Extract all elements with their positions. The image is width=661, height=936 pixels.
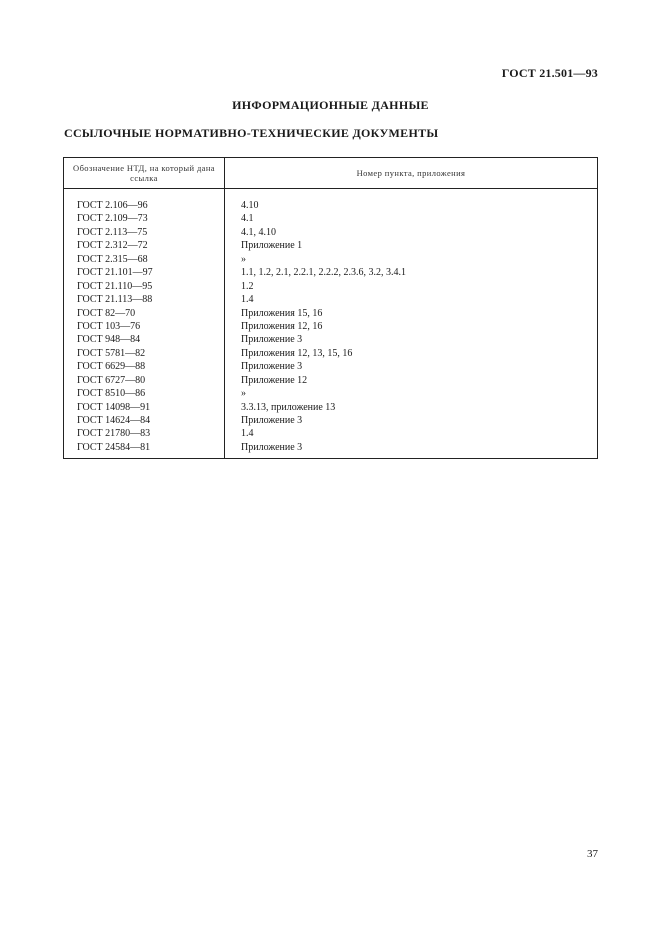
header-divider <box>64 188 597 189</box>
document-designation: ГОСТ 2.109—73 <box>77 213 148 225</box>
document-designation: ГОСТ 2.106—96 <box>77 200 148 211</box>
clause-reference: 4.10 <box>241 200 259 211</box>
clause-reference: Приложение 3 <box>241 441 303 453</box>
document-designation: ГОСТ 21780—83 <box>77 428 151 440</box>
clause-reference: Приложение 3 <box>241 334 303 346</box>
document-designation: ГОСТ 14098—91 <box>77 401 151 413</box>
clause-reference: » <box>241 388 246 400</box>
table-row <box>64 401 597 414</box>
table-row <box>64 307 597 320</box>
column-header-document: Обозначение НТД, на который дана ссылка <box>73 163 215 183</box>
table-row <box>64 212 597 225</box>
document-designation: ГОСТ 82—70 <box>77 307 136 319</box>
table-row <box>64 333 597 346</box>
clause-reference: Приложение 1 <box>241 240 303 252</box>
document-designation: ГОСТ 6629—88 <box>77 361 146 373</box>
page-number: 37 <box>587 848 598 860</box>
clause-reference: Приложения 12, 16 <box>241 320 323 332</box>
table-row <box>64 414 597 427</box>
clause-reference: 4.1 <box>241 213 254 225</box>
document-designation: ГОСТ 6727—80 <box>77 374 146 386</box>
document-designation: ГОСТ 24584—81 <box>77 441 151 453</box>
table-row <box>64 427 597 440</box>
table-row <box>64 239 597 252</box>
clause-reference: Приложение 3 <box>241 361 303 373</box>
references-table <box>63 157 598 459</box>
clause-reference: » <box>241 253 246 265</box>
table-row <box>64 347 597 360</box>
table-row <box>64 293 597 306</box>
table-row <box>64 320 597 333</box>
clause-reference: Приложение 12 <box>241 374 308 386</box>
table-body <box>64 199 597 454</box>
document-designation: ГОСТ 21.113—88 <box>77 294 153 306</box>
table-row <box>64 253 597 266</box>
document-designation: ГОСТ 2.113—75 <box>77 226 148 238</box>
document-designation: ГОСТ 5781—82 <box>77 347 146 359</box>
section-title: ИНФОРМАЦИОННЫЕ ДАННЫЕ <box>232 98 429 112</box>
clause-reference: 3.3.13, приложение 13 <box>241 401 336 413</box>
table-row <box>64 360 597 373</box>
table-row <box>64 387 597 400</box>
table-row <box>64 280 597 293</box>
table-row <box>64 374 597 387</box>
clause-reference: 4.1, 4.10 <box>241 226 276 238</box>
subsection-title: ССЫЛОЧНЫЕ НОРМАТИВНО-ТЕХНИЧЕСКИЕ ДОКУМЕНТЫ <box>64 126 439 140</box>
clause-reference: Приложения 15, 16 <box>241 307 323 319</box>
clause-reference: 1.2 <box>241 280 254 292</box>
document-designation: ГОСТ 948—84 <box>77 334 141 346</box>
clause-reference: Приложение 3 <box>241 415 303 426</box>
document-designation: ГОСТ 21.110—95 <box>77 280 153 292</box>
document-code: ГОСТ 21.501—93 <box>501 66 598 80</box>
document-designation: ГОСТ 14624—84 <box>77 415 151 426</box>
document-designation: ГОСТ 2.312—72 <box>77 240 148 252</box>
clause-reference: 1.4 <box>241 294 254 306</box>
column-header-clause: Номер пункта, приложения <box>356 168 466 178</box>
clause-reference: 1.1, 1.2, 2.1, 2.2.1, 2.2.2, 2.3.6, 3.2, 3.4.1 <box>241 267 406 279</box>
table-row <box>64 199 597 212</box>
document-designation: ГОСТ 2.315—68 <box>77 253 148 265</box>
document-designation: ГОСТ 21.101—97 <box>77 267 153 279</box>
table-row <box>64 441 597 454</box>
document-designation: ГОСТ 8510—86 <box>77 388 146 400</box>
table-row <box>64 226 597 239</box>
clause-reference: Приложения 12, 13, 15, 16 <box>241 347 353 359</box>
document-designation: ГОСТ 103—76 <box>77 320 141 332</box>
clause-reference: 1.4 <box>241 428 254 440</box>
table-row <box>64 266 597 279</box>
